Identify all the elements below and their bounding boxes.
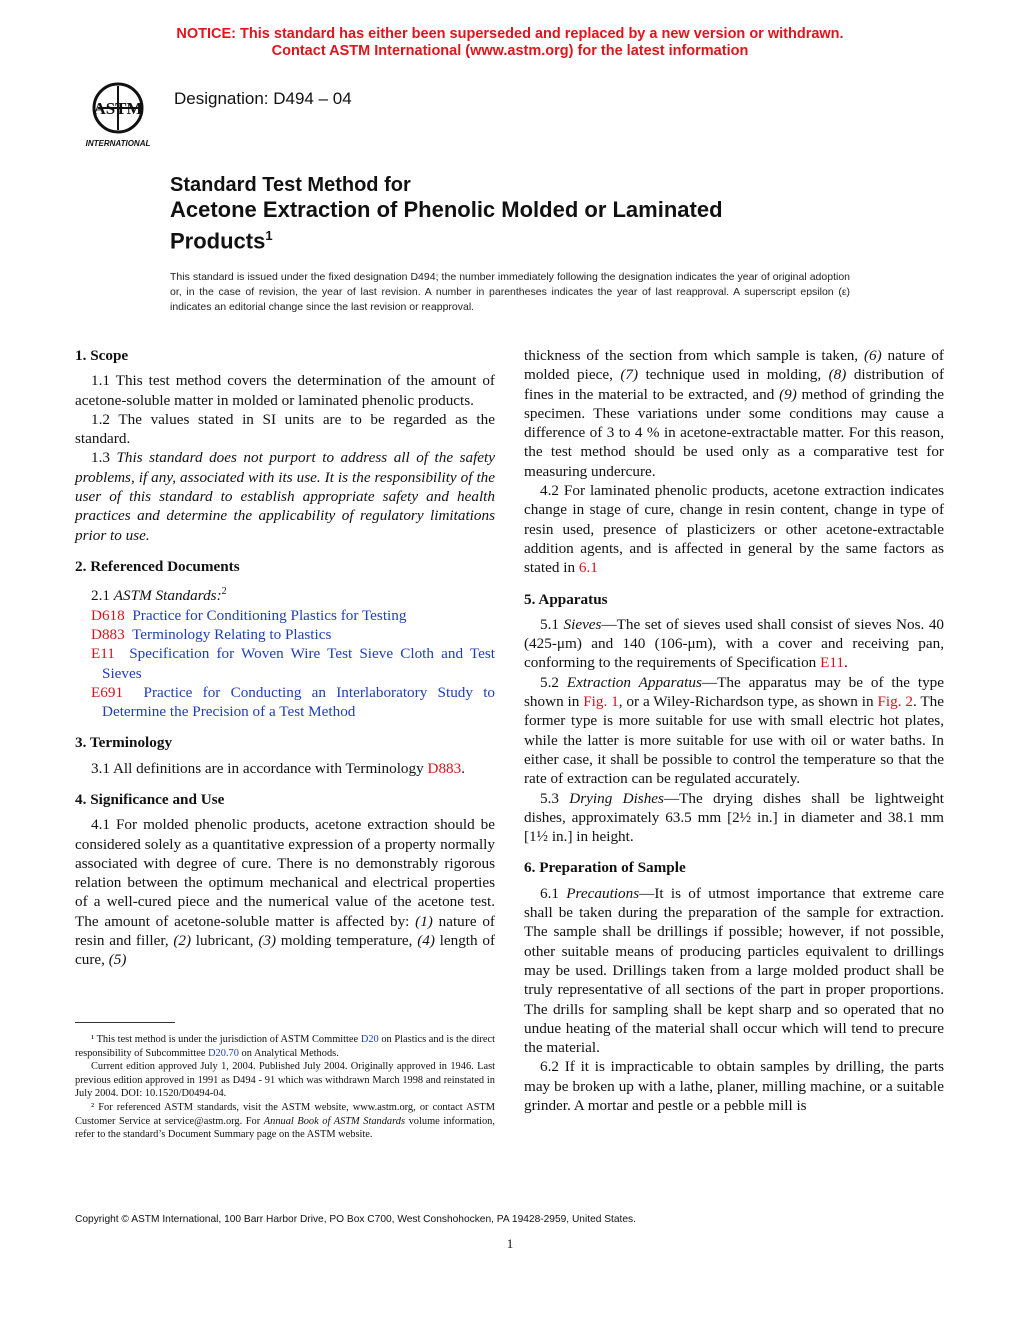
section-heading-preparation: 6. Preparation of Sample xyxy=(524,859,686,877)
link-6-1[interactable]: 6.1 xyxy=(578,559,598,577)
preparation-6-2: 6.2 If it is impracticable to obtain samples by drilling, the parts may be broken up with a lathe, planer, milling machine, or a suitable grinder. A mortar and pestle or a pebble mill is xyxy=(524,1058,944,1114)
scope-1-3: 1.3 This standard does not purport to address all of the safety problems, if any, associated with its use. It is the responsibility of the user of this standard to establish appropriate safety and health practices and determine the applicability of regulatory limitations prior to use. xyxy=(75,449,496,544)
link-d883[interactable]: D883 xyxy=(427,759,462,777)
ref-e11[interactable]: E11 Specification for Woven Wire Test Sieve Cloth and Test Sieves xyxy=(91,645,495,682)
designation: Designation: D494 – 04 xyxy=(174,89,352,108)
copyright-line: Copyright © ASTM International, 100 Barr Harbor Drive, PO Box C700, West Conshohocken, PA 19428-2959, United States. xyxy=(75,1214,636,1225)
notice-line-2: Contact ASTM International (www.astm.org) for the latest information xyxy=(271,43,749,59)
page-number: 1 xyxy=(506,1236,514,1251)
footnote-1: ¹ This test method is under the jurisdiction of ASTM Committee D20 on Plastics and is the direct responsibility of Subcommittee D20.70 on Analytical Methods. xyxy=(75,1034,495,1059)
section-heading-apparatus: 5. Apparatus xyxy=(524,590,608,608)
notice-line-1: NOTICE: This standard has either been superseded and replaced by a new version or withdrawn. xyxy=(176,26,844,42)
withdrawal-notice xyxy=(0,26,1020,60)
title-line-3: Products xyxy=(170,228,266,254)
significance-4-1-part1: 4.1 For molded phenolic products, acetone extraction should be considered solely as a quantitative expression of a property normally associated with degree of cure. There is no demonstrably rigorous relation between the optimum mechanical and electrical properties of a well-cured piece and the numerical value of the acetone test. The amount of acetone-soluble matter is affected by: (1) nature of resin and filler, (2) lubricant, (3) molding temperature, (4) length of cure, (5) xyxy=(75,816,496,969)
significance-4-2: 4.2 For laminated phenolic products, acetone extraction indicates change in stage of cure, change in resin content, change in type of resin used, presence of plasticizers or other acetone-extractable addition agents, and is affected in general by the same factors as stated in 6.1 xyxy=(524,482,944,577)
apparatus-5-3: 5.3 Drying Dishes—The drying dishes shall be lightweight dishes, approximately 63.5 mm [2½ in.] in diameter and 38.1 mm [1½ in.] in height. xyxy=(524,789,945,846)
section-heading-significance: 4. Significance and Use xyxy=(75,791,225,808)
section-heading-scope: 1. Scope xyxy=(75,347,129,364)
link-fig-2[interactable]: Fig. 2 xyxy=(877,693,913,711)
link-fig-1[interactable]: Fig. 1 xyxy=(583,693,619,711)
link-d20[interactable]: D20 xyxy=(360,1034,379,1045)
astm-logo xyxy=(76,78,160,150)
referenced-2-1: 2.1 ASTM Standards:$^2$ xyxy=(91,586,227,605)
issuance-note: This standard is issued under the fixed designation D494; the number immediately following the designation indicates the year of original adoption or, in the case of revision, the year of last revision. A number in parentheses indicates the year of last reapproval. A superscript epsilon (ε) indicates an editorial change since the last revision or reapproval. xyxy=(170,271,850,313)
preparation-6-1: 6.1 Precautions—It is of utmost importance that extreme care shall be taken during the preparation of the sample for extraction. The sample shall be drillings if possible; however, if not possible, other suitable means of producing particles equivalent to drillings may be used. Drillings taken from a large molded product shall be truly representative of all sections of the part in proper proportions. The drills for sampling shall be kept sharp and so operated that no undue heating of the material shall occur which will tend to precure the material. xyxy=(524,884,945,1057)
link-d20-70[interactable]: D20.70 xyxy=(208,1047,239,1059)
link-e11[interactable]: E11 xyxy=(820,654,844,672)
logo-text: ASTM xyxy=(93,99,143,118)
title-line-1: Standard Test Method for xyxy=(170,174,411,196)
ref-d883[interactable]: D883 Terminology Relating to Plastics xyxy=(91,625,332,643)
apparatus-5-1: 5.1 Sieves—The set of sieves used shall consist of sieves Nos. 40 (425-μm) and 140 (106-μm), with a cover and receiving pan, conforming to the requirements of Specification E11. xyxy=(524,615,945,672)
scope-1-2: 1.2 The values stated in SI units are to be regarded as the standard. xyxy=(75,410,495,448)
terminology-3-1: 3.1 All definitions are in accordance with Terminology D883. xyxy=(91,759,466,777)
document-title xyxy=(170,174,890,254)
logo-subtext: INTERNATIONAL xyxy=(85,139,151,148)
title-line-2: Acetone Extraction of Phenolic Molded or Laminated xyxy=(170,197,723,222)
footnote-rule xyxy=(75,1022,175,1023)
footnote-2: ² For referenced ASTM standards, visit the ASTM website, www.astm.org, or contact ASTM Customer Service at service@astm.org. For Annual Book of ASTM Standards volume information, refer to the standard’s Document Summary page on the ASTM website. xyxy=(75,1101,495,1141)
title-footnote-mark[interactable]: 1 xyxy=(265,228,273,243)
left-column xyxy=(75,346,495,970)
significance-4-1-part2: thickness of the section from which sample is taken, (6) nature of molded piece, (7) technique used in molding, (8) distribution of fines in the material to be extracted, and (9) method of grinding the specimen. These variations under some conditions may cause a difference of 3 to 4 % in acetone-extractable matter. For this reason, the test method should be used only as a comparative test for measuring undercure. xyxy=(524,347,944,480)
right-column xyxy=(524,346,944,1115)
footnote-1-dates: Current edition approved July 1, 2004. Published July 2004. Originally approved in 1946. Last previous edition approved in 1991 as D494 - 91 which was withdrawn March 1998 and reinstated in July 2004. DOI: 10.1520/D0494-04. xyxy=(75,1061,495,1100)
footnotes xyxy=(75,1022,495,1142)
scope-1-1: 1.1 This test method covers the determination of the amount of acetone-soluble matter in molded or laminated phenolic products. xyxy=(75,372,495,409)
ref-e691[interactable]: E691 Practice for Conducting an Interlaboratory Study to Determine the Precision of a Test Method xyxy=(91,683,496,721)
section-heading-terminology: 3. Terminology xyxy=(75,734,173,752)
ref-d618[interactable]: D618 Practice for Conditioning Plastics for Testing xyxy=(91,606,407,624)
section-heading-referenced: 2. Referenced Documents xyxy=(75,557,240,575)
apparatus-5-2: 5.2 Extraction Apparatus—The apparatus may be of the type shown in Fig. 1, or a Wiley-Richardson type, as shown in Fig. 2. The former type is more suitable for use with small electric hot plates, while the latter is more suitable for use with oil or water baths. In either case, it shall be possible to control the temperature so that the rate of extraction can be regulated accurately. xyxy=(524,673,945,788)
